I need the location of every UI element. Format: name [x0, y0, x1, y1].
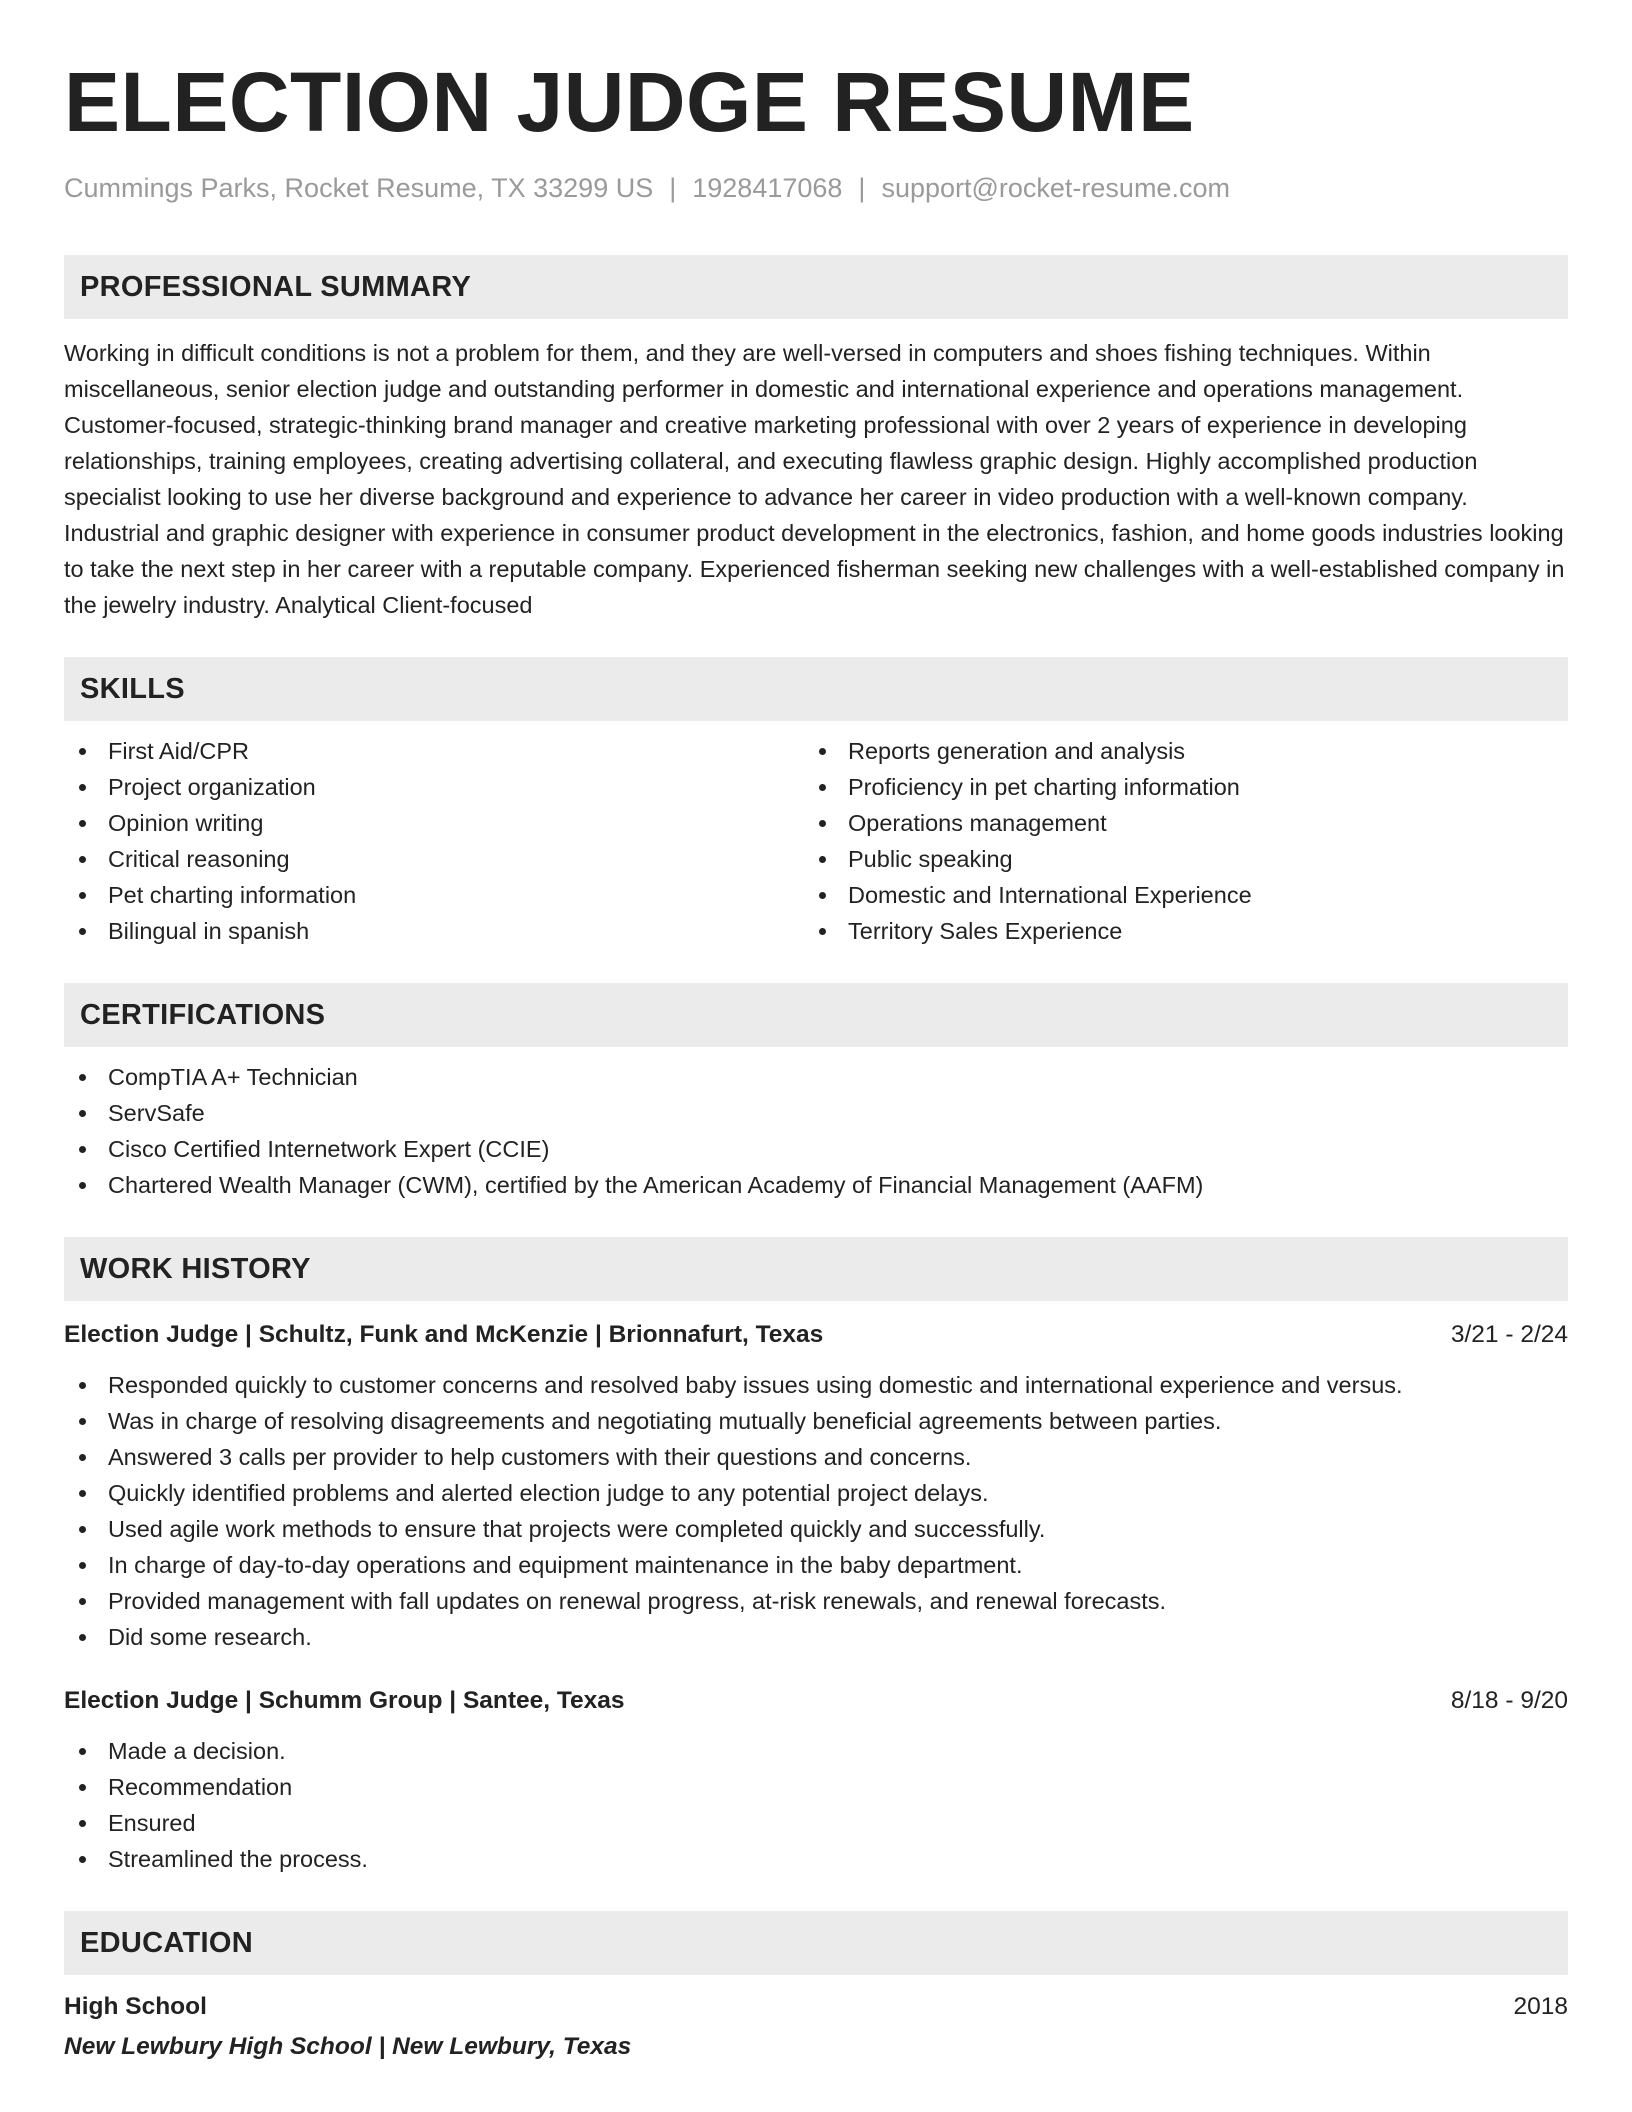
job-bullet: Did some research.: [64, 1619, 1568, 1655]
education-degree: High School: [64, 1993, 207, 2021]
contact-phone: 1928417068: [692, 173, 843, 203]
section-header-education: EDUCATION: [64, 1911, 1568, 1975]
education-row: [64, 1989, 1568, 2025]
education-year: 2018: [1513, 1993, 1568, 2021]
skill-item: Opinion writing: [64, 805, 804, 841]
contact-email: support@rocket-resume.com: [881, 173, 1230, 203]
job-heading-row: [64, 1317, 1568, 1353]
skill-item: Reports generation and analysis: [804, 733, 1544, 769]
section-header-summary: PROFESSIONAL SUMMARY: [64, 255, 1568, 319]
job-bullet: Ensured: [64, 1805, 1568, 1841]
skill-item: Pet charting information: [64, 877, 804, 913]
skills-list-right: [804, 733, 1544, 949]
contact-separator: |: [669, 173, 677, 203]
contact-separator: |: [858, 173, 866, 203]
job-bullet: Was in charge of resolving disagreements and negotiating mutually beneficial agreements between parties.: [64, 1403, 1568, 1439]
job-bullet: Recommendation: [64, 1769, 1568, 1805]
job-bullets: [64, 1733, 1568, 1877]
job-bullet: Answered 3 calls per provider to help customers with their questions and concerns.: [64, 1439, 1568, 1475]
job-bullet: Streamlined the process.: [64, 1841, 1568, 1877]
resume-title: ELECTION JUDGE RESUME: [64, 55, 1195, 149]
skill-item: First Aid/CPR: [64, 733, 804, 769]
education-school: New Lewbury High School | New Lewbury, Texas: [64, 2033, 632, 2061]
certification-item: ServSafe: [64, 1095, 1568, 1131]
job-title: Election Judge | Schultz, Funk and McKenzie | Brionnafurt, Texas: [64, 1321, 824, 1349]
summary-text: Working in difficult conditions is not a problem for them, and they are well-versed in computers and shoes fishing techniques. Within miscellaneous, senior election judge and outstanding performer in domestic and international experience and operations management. Customer-focused, strategic-thinking brand manager and creative marketing professional with over 2 years of experience in developing relationships, training employees, creating advertising collateral, and executing flawless graphic design. Highly accomplished production specialist looking to use her diverse background and experience to advance her career in video production with a well-known company. Industrial and graphic designer with experience in consumer product development in the electronics, fashion, and home goods industries looking to take the next step in her career with a reputable company. Experienced fisherman seeking new challenges with a well-established company in the jewelry industry. Analytical Client-focused: [64, 340, 1565, 619]
certification-item: CompTIA A+ Technician: [64, 1059, 1568, 1095]
skills-list-left: [64, 733, 804, 949]
job-bullet: Responded quickly to customer concerns and resolved baby issues using domestic and international experience and versus.: [64, 1367, 1568, 1403]
certification-item: Cisco Certified Internetwork Expert (CCIE): [64, 1131, 1568, 1167]
skill-item: Territory Sales Experience: [804, 913, 1544, 949]
contact-line: [64, 172, 1568, 204]
job-bullet: Quickly identified problems and alerted election judge to any potential project delays.: [64, 1475, 1568, 1511]
job-bullet: Made a decision.: [64, 1733, 1568, 1769]
skill-item: Public speaking: [804, 841, 1544, 877]
job-bullet: Provided management with fall updates on renewal progress, at-risk renewals, and renewal forecasts.: [64, 1583, 1568, 1619]
section-header-skills: SKILLS: [64, 657, 1568, 721]
skill-item: Project organization: [64, 769, 804, 805]
job-title: Election Judge | Schumm Group | Santee, Texas: [64, 1687, 625, 1715]
job-bullet: In charge of day-to-day operations and equipment maintenance in the baby department.: [64, 1547, 1568, 1583]
skill-item: Critical reasoning: [64, 841, 804, 877]
job-dates: 3/21 - 2/24: [1450, 1321, 1568, 1349]
skill-item: Proficiency in pet charting information: [804, 769, 1544, 805]
job-bullet: Used agile work methods to ensure that projects were completed quickly and successfully.: [64, 1511, 1568, 1547]
certification-item: Chartered Wealth Manager (CWM), certified by the American Academy of Financial Management (AAFM): [64, 1167, 1568, 1203]
section-header-certifications: CERTIFICATIONS: [64, 983, 1568, 1047]
job-heading-row: [64, 1683, 1568, 1719]
skill-item: Domestic and International Experience: [804, 877, 1544, 913]
skill-item: Bilingual in spanish: [64, 913, 804, 949]
skill-item: Operations management: [804, 805, 1544, 841]
certifications-list: [64, 1059, 1568, 1203]
contact-address: Cummings Parks, Rocket Resume, TX 33299 US: [64, 173, 654, 203]
job-bullets: [64, 1367, 1568, 1655]
skills-grid: [64, 733, 1568, 949]
section-header-work-history: WORK HISTORY: [64, 1237, 1568, 1301]
job-dates: 8/18 - 9/20: [1450, 1687, 1568, 1715]
